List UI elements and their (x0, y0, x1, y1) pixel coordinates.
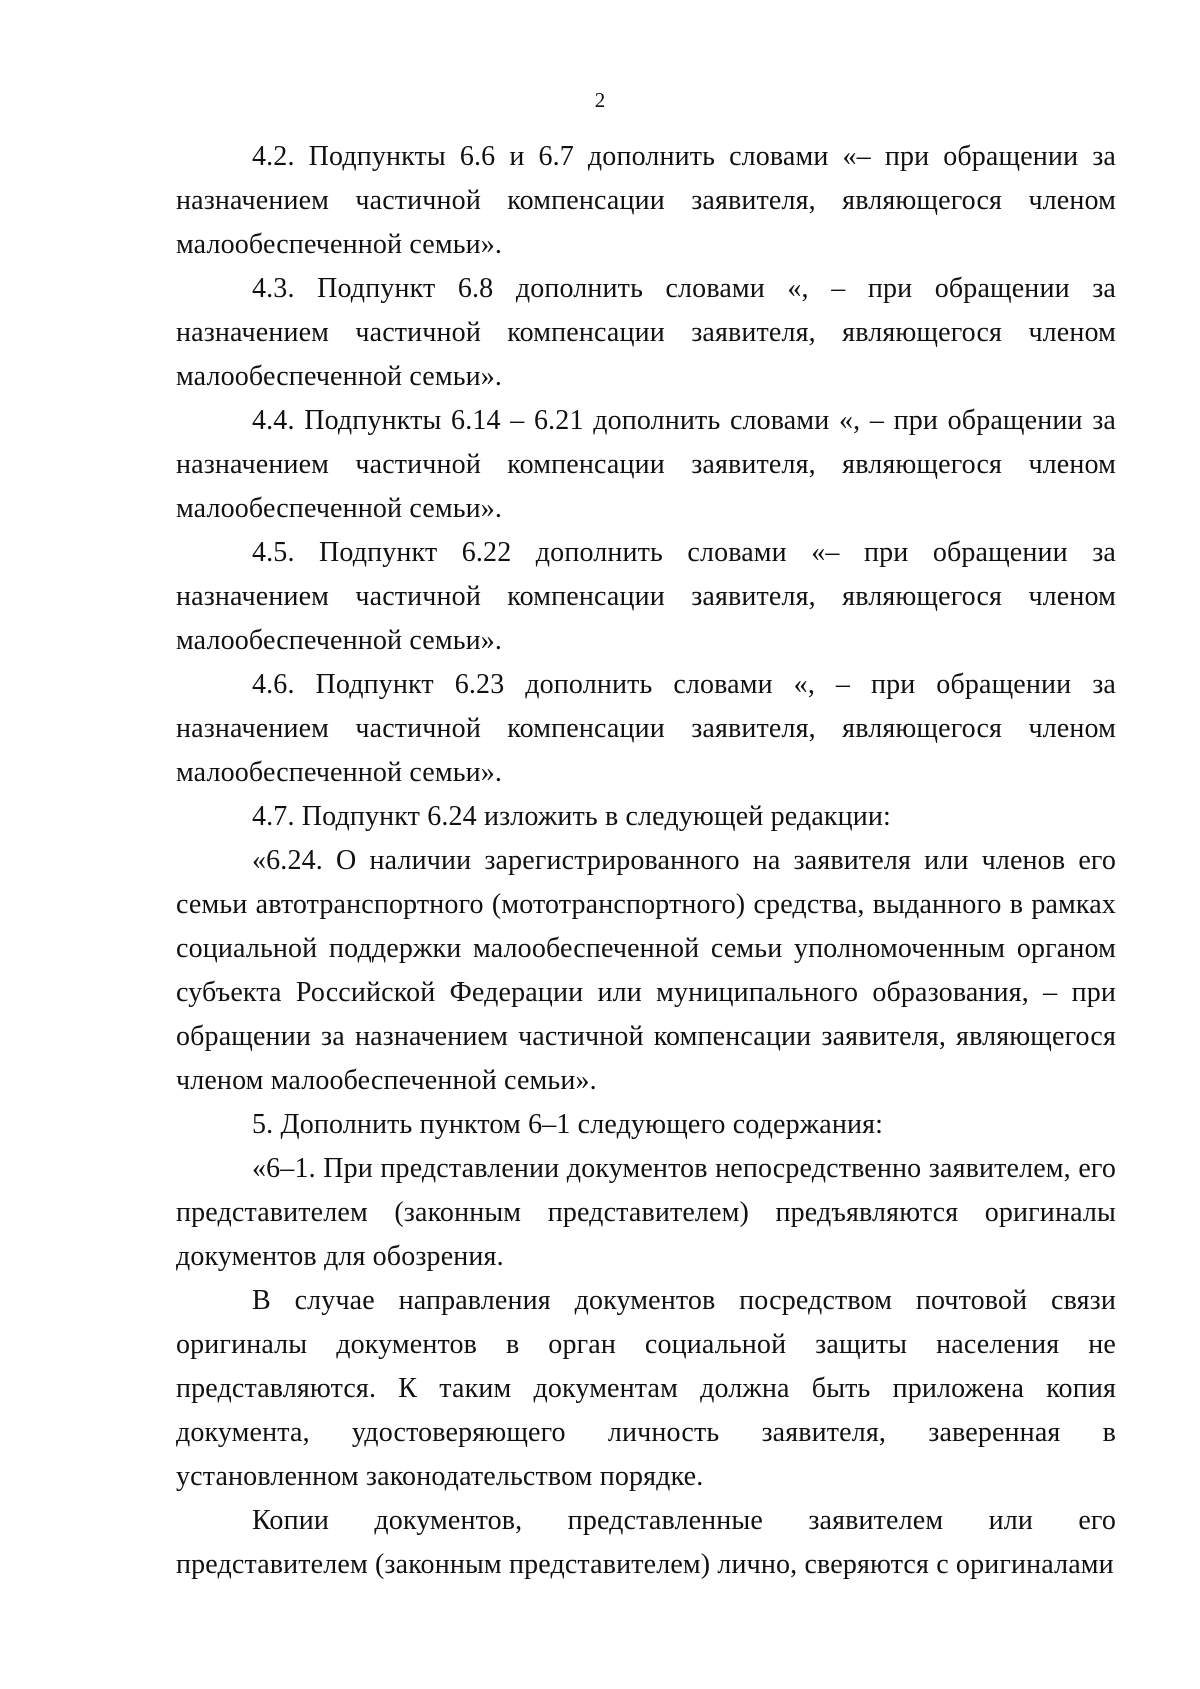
paragraph-6-1-quote: «6–1. При представлении документов непосредственно заявителем, его представителем (законным представителем) предъявляются оригиналы документов для обозрения. (176, 1153, 1116, 1272)
paragraph-4-5: 4.5. Подпункт 6.22 дополнить словами «– при обращении за назначением частичной компенсации заявителя, являющегося членом малообеспеченной семьи». (176, 537, 1116, 656)
document-body (176, 135, 1116, 1587)
page-number: 2 (594, 88, 606, 112)
paragraph-6-24-quote: «6.24. О наличии зарегистрированного на заявителя или членов его семьи автотранспортного (мототранспортного) средства, выданного в рамках социальной поддержки малообеспеченной семьи уполномоченным органом субъекта Российской Федерации или муниципального образования, – при обращении за назначением частичной компенсации заявителя, являющегося членом малообеспеченной семьи». (176, 845, 1116, 1096)
paragraph-4-4: 4.4. Подпункты 6.14 – 6.21 дополнить словами «, – при обращении за назначением частичной компенсации заявителя, являющегося членом малообеспеченной семьи». (176, 405, 1116, 524)
paragraph-4-2: 4.2. Подпункты 6.6 и 6.7 дополнить словами «– при обращении за назначением частичной компенсации заявителя, являющегося членом малообеспеченной семьи». (176, 141, 1116, 260)
paragraph-5: 5. Дополнить пунктом 6–1 следующего содержания: (252, 1109, 884, 1140)
paragraph-4-3: 4.3. Подпункт 6.8 дополнить словами «, – при обращении за назначением частичной компенсации заявителя, являющегося членом малообеспеченной семьи». (176, 273, 1116, 392)
paragraph-4-6: 4.6. Подпункт 6.23 дополнить словами «, – при обращении за назначением частичной компенсации заявителя, являющегося членом малообеспеченной семьи». (176, 669, 1116, 788)
paragraph-copies: Копии документов, представленные заявителем или его представителем (законным представителем) лично, сверяются с оригиналами (176, 1505, 1116, 1580)
paragraph-mail-case: В случае направления документов посредством почтовой связи оригиналы документов в орган социальной защиты населения не представляются. К таким документам должна быть приложена копия документа, удостоверяющего личность заявителя, заверенная в установленном законодательством порядке. (176, 1285, 1116, 1492)
paragraph-4-7: 4.7. Подпункт 6.24 изложить в следующей редакции: (252, 801, 891, 832)
